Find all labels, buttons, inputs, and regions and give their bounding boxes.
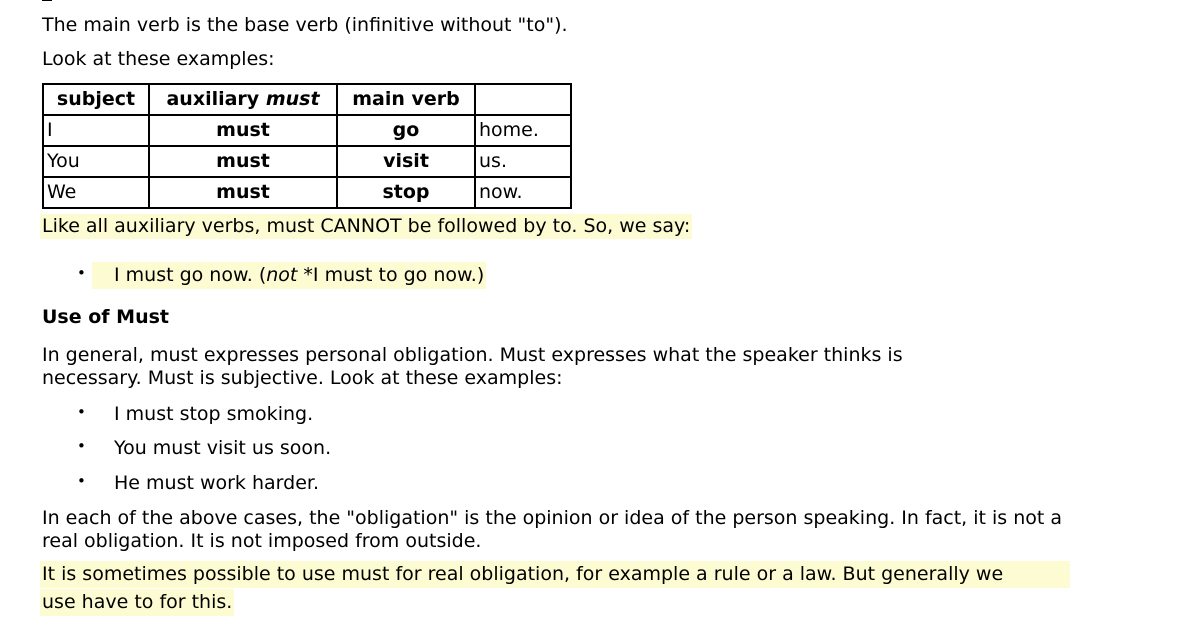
cell-aux: must	[149, 115, 337, 146]
each-line-1: In each of the above cases, the "obligation" is the opinion or idea of the person speaking. In fact, it is not a	[42, 507, 1063, 529]
cell-verb: go	[337, 115, 475, 146]
cell-rest: us.	[475, 146, 571, 177]
list-item: He must work harder.	[114, 472, 319, 494]
example-end: *I must to go now.)	[297, 264, 485, 286]
cell-subject: You	[43, 146, 149, 177]
bullet-icon: •	[77, 403, 86, 421]
intro-line: The main verb is the base verb (infinitive without "to").	[42, 14, 568, 36]
examples-table	[42, 83, 572, 209]
header-aux-prefix: auxiliary	[166, 88, 266, 110]
table-row	[43, 177, 571, 208]
cannot-line: Like all auxiliary verbs, must CANNOT be followed by to. So, we say:	[42, 215, 691, 237]
general-line-1: In general, must expresses personal obligation. Must expresses what the speaker thinks is	[42, 344, 903, 366]
general-line-2: necessary. Must is subjective. Look at these examples:	[42, 367, 563, 389]
cell-subject: We	[43, 177, 149, 208]
list-item: You must visit us soon.	[114, 437, 332, 459]
cell-aux: must	[149, 177, 337, 208]
bullet-icon: •	[77, 437, 86, 455]
header-auxiliary	[149, 84, 337, 115]
header-main-verb: main verb	[337, 84, 475, 115]
each-line-2: real obligation. It is not imposed from outside.	[42, 530, 482, 552]
cell-verb: visit	[337, 146, 475, 177]
cell-verb: stop	[337, 177, 475, 208]
example-start: I must go now. (	[114, 264, 267, 286]
cell-rest: home.	[475, 115, 571, 146]
sometimes-line-1: It is sometimes possible to use must for real obligation, for example a rule or a law. But generally we	[40, 561, 1070, 588]
cropped-text-fragment	[42, 0, 52, 6]
header-empty	[475, 84, 571, 115]
examples-label: Look at these examples:	[42, 48, 275, 70]
bullet-icon: •	[77, 472, 86, 490]
cell-aux: must	[149, 146, 337, 177]
table-header-row	[43, 84, 571, 115]
cannot-example	[92, 262, 486, 289]
use-heading: Use of Must	[42, 306, 169, 328]
header-subject: subject	[43, 84, 149, 115]
list-item: I must stop smoking.	[114, 403, 314, 425]
sometimes-line-2: use have to for this.	[40, 589, 234, 616]
bullet-icon: •	[77, 264, 86, 282]
header-aux-em: must	[265, 88, 320, 110]
cell-rest: now.	[475, 177, 571, 208]
table-row	[43, 146, 571, 177]
example-em: not	[266, 264, 298, 286]
cell-subject: I	[43, 115, 149, 146]
table-row	[43, 115, 571, 146]
